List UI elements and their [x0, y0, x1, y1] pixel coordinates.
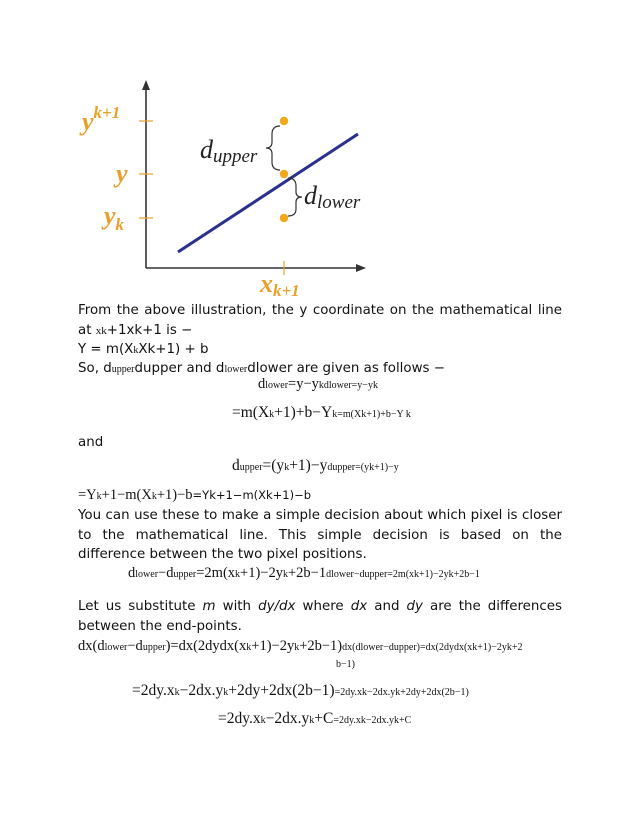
paragraph-decision: You can use these to make a simple decision about which pixel is closer to the mathematical line. This simple decision is based on the difference between the two pixel positions.	[78, 508, 562, 562]
label-dupper: dupper	[200, 135, 258, 167]
point-lower	[280, 214, 288, 222]
x-axis-arrow	[356, 264, 366, 272]
equation-dlower: dlower=y−ykdlower=y−yk	[258, 376, 378, 392]
brace-lower	[288, 178, 302, 216]
label-dlower: dlower	[304, 181, 361, 213]
label-xk1: xk+1	[260, 269, 300, 300]
paragraph-so: So, dupperdupper and dlowerdlower are given as follows −	[78, 361, 446, 376]
brace-upper	[266, 126, 280, 170]
label-yk1: $y^{k+1}$	[82, 103, 121, 136]
equation-dlower-expanded: =m(Xk+1)+b−Yk=m(Xk+1)+b−Y k	[232, 404, 411, 421]
y-axis-arrow	[142, 80, 150, 90]
equation-dupper: dupper=(yk+1)−ydupper=(yk+1)−y	[232, 457, 399, 474]
label-y: y	[116, 159, 128, 188]
word-and: and	[78, 435, 104, 450]
label-yk: $y_k$	[104, 201, 125, 234]
bresenham-figure	[76, 78, 366, 300]
equation-expanded: =2dy.xk−2dx.yk+2dy+2dx(2b−1)=2dy.xk−2dx.yk+2dy+2dx(2b−1)	[132, 682, 469, 699]
point-mid	[280, 170, 288, 178]
point-upper	[280, 117, 288, 125]
line-Y-equation: Y = m(XkXk+1) + b	[78, 342, 209, 357]
paragraph-intro: From the above illustration, the y coordinate on the mathematical line at xk+1xk+1 is −	[78, 303, 562, 338]
equation-dupper-expanded: =Yk+1−m(Xk+1)−b=Yk+1−m(Xk+1)−b	[78, 487, 312, 503]
equation-dx-substitution: dx(dlower−dupper)=dx(2dydx(xk+1)−2yk+2b−1)dx(dlower−dupper)=dx(2dydx(xk+1)−2yk+2	[78, 638, 523, 654]
equation-dx-substitution-wrap: b−1)	[336, 659, 355, 670]
paragraph-substitute: Let us substitute m with dy/dx where dx and dy are the differences between the end-points.	[78, 599, 562, 634]
equation-final: =2dy.xk−2dx.yk+C=2dy.xk−2dx.yk+C	[218, 710, 412, 727]
equation-difference: dlower−dupper=2m(xk+1)−2yk+2b−1dlower−dupper=2m(xk+1)−2yk+2b−1	[128, 565, 480, 581]
